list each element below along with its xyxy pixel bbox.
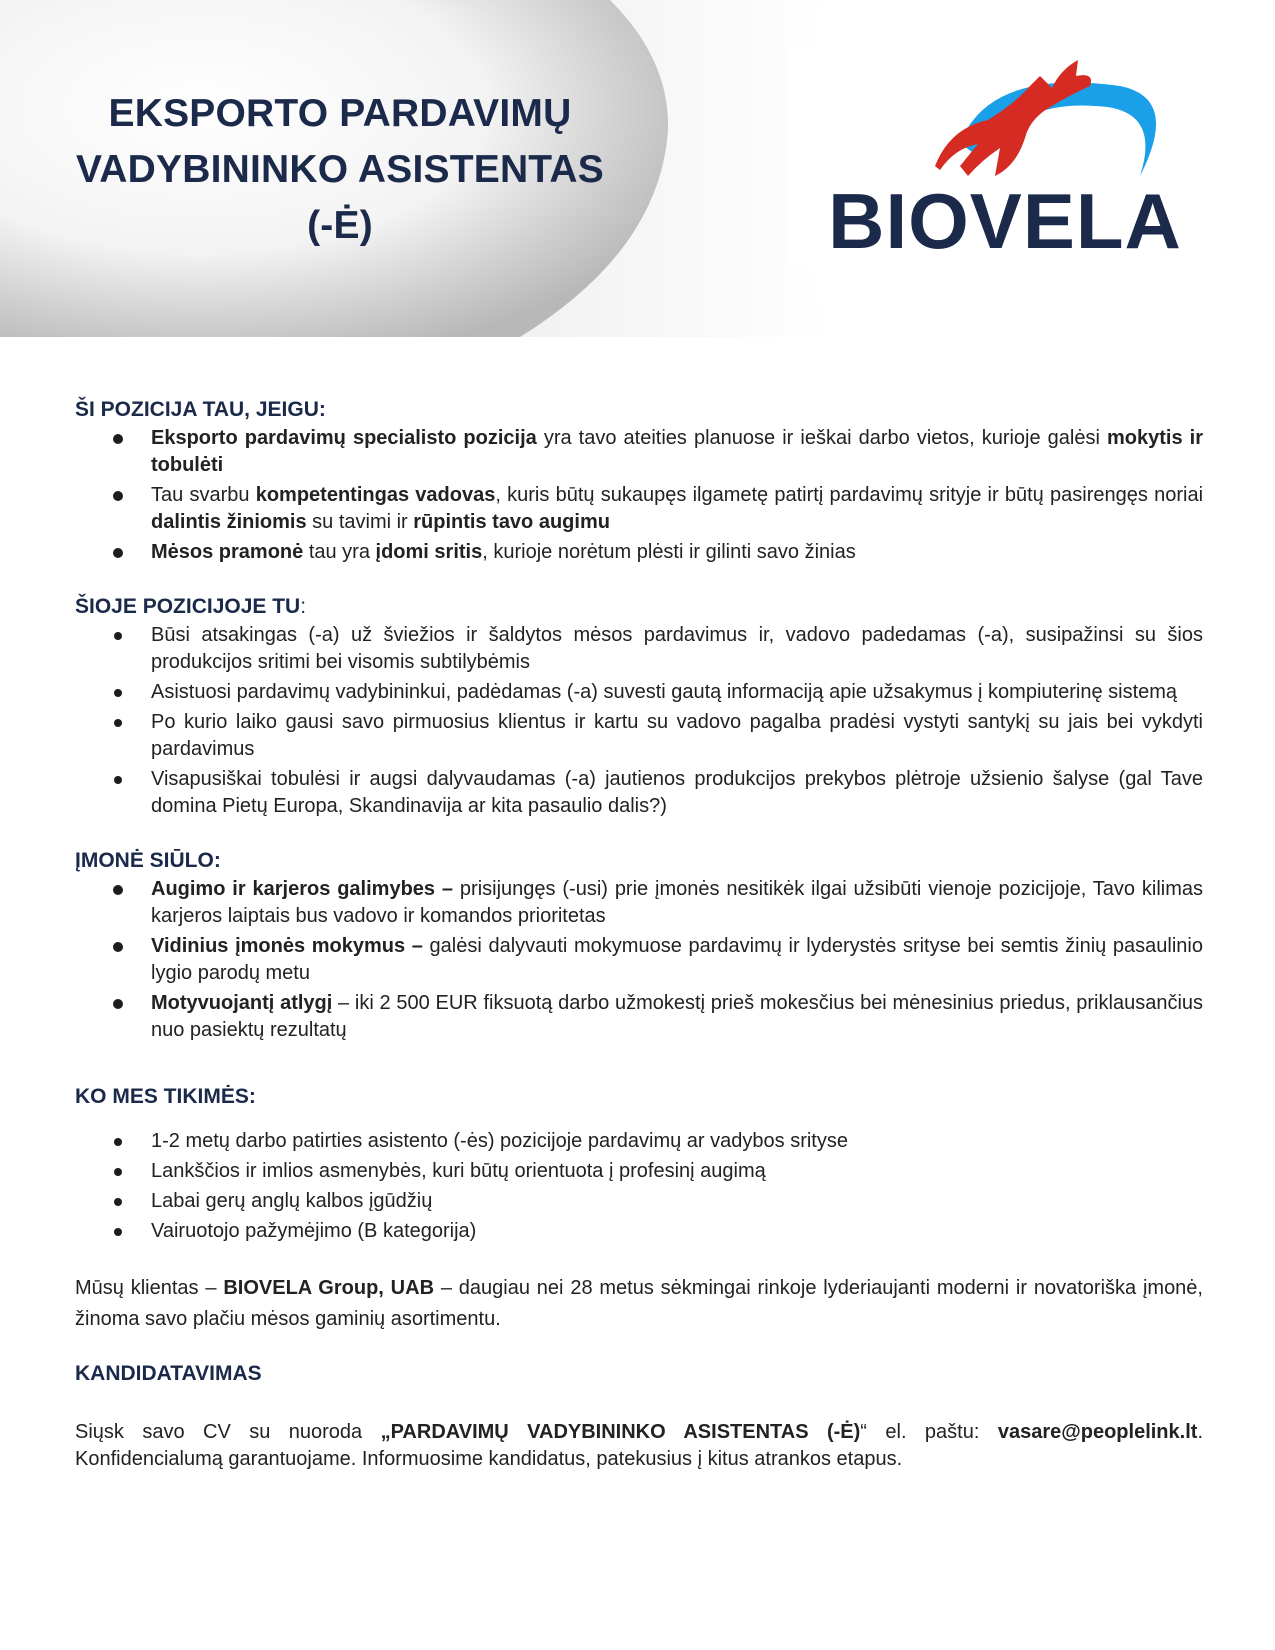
bullet-icon — [114, 1138, 122, 1146]
client-paragraph: Mūsų klientas – BIOVELA Group, UAB – daugiau nei 28 metus sėkmingai rinkoje lyderiaujanti moderni ir novatoriška įmonė, žinoma savo plačiu mėsos gaminių asortimentu. — [75, 1277, 1203, 1330]
bullet-icon — [114, 689, 122, 697]
section-heading-expectations: KO MES TIKIMĖS: — [75, 1085, 256, 1108]
apply-paragraph: Siųsk savo CV su nuoroda „PARDAVIMŲ VADYBININKO ASISTENTAS (-Ė)“ el. paštu: vasare@peoplelink.lt. Konfidencialumą garantuojame. Informuosime kandidatus, patekusius į kitus atrankos etapus. — [75, 1421, 1203, 1470]
page-title — [40, 86, 640, 254]
list-item: Po kurio laiko gausi savo pirmuosius klientus ir kartu su vadovo pagalba pradėsi vystyti santykį su jais bei vykdyti pardavimus — [75, 709, 1203, 763]
list-item: Labai gerų anglų kalbos įgūdžių — [75, 1188, 1203, 1215]
offer-list — [75, 876, 1203, 1044]
list-item: Tau svarbu kompetentingas vadovas, kuris būtų sukaupęs ilgametę patirtį pardavimų srityje ir būtų pasirengęs noriai dalintis žiniomis su tavimi ir rūpintis tavo augimu — [75, 482, 1203, 536]
section-heading-offer: ĮMONĖ SIŪLO: — [75, 849, 221, 872]
logo-wordmark: BIOVELA — [828, 177, 1182, 265]
bullet-icon — [113, 999, 123, 1009]
list-item: 1-2 metų darbo patirties asistento (-ės) pozicijoje pardavimų ar vadybos srityse — [75, 1128, 1203, 1155]
title-line-1: EKSPORTO PARDAVIMŲ — [108, 92, 572, 135]
title-line-2: VADYBININKO ASISTENTAS — [75, 148, 605, 191]
list-item: Mėsos pramonė tau yra įdomi sritis, kurioje norėtum plėsti ir gilinti savo žinias — [75, 539, 1203, 566]
bullet-icon — [113, 548, 123, 558]
biovela-logo — [790, 48, 1220, 268]
list-item: Asistuosi pardavimų vadybininkui, padėdamas (-a) suvesti gautą informaciją apie užsakymus į kompiuterinę sistemą — [75, 679, 1203, 706]
title-line-3: (-Ė) — [307, 204, 373, 247]
bullet-icon — [114, 719, 122, 727]
bullet-icon — [114, 1168, 122, 1176]
list-item: Eksporto pardavimų specialisto pozicija yra tavo ateities planuose ir ieškai darbo vietos, kurioje galėsi mokytis ir tobulėti — [75, 425, 1203, 479]
job-description — [75, 395, 1203, 1473]
duties-list — [75, 622, 1203, 820]
section-heading-duties: ŠIOJE POZICIJOJE TU: — [75, 595, 307, 618]
header-banner — [0, 0, 1275, 337]
expectations-list — [75, 1128, 1203, 1245]
bullet-icon — [114, 1228, 122, 1236]
bullet-icon — [114, 1198, 122, 1206]
list-item: Vidinius įmonės mokymus – galėsi dalyvauti mokymuose pardavimų ir lyderystės srityse bei semtis žinių pasaulinio lygio parodų metu — [75, 933, 1203, 987]
bullet-icon — [113, 885, 123, 895]
bullet-icon — [114, 776, 122, 784]
section-heading-apply: KANDIDATAVIMAS — [75, 1362, 262, 1385]
list-item: Visapusiškai tobulėsi ir augsi dalyvaudamas (-a) jautienos produkcijos prekybos plėtroje užsienio šalyse (gal Tave domina Pietų Europa, Skandinavija ar kita pasaulio dalis?) — [75, 766, 1203, 820]
email-link[interactable]: vasare@peoplelink.lt — [997, 1421, 1198, 1443]
list-item: Augimo ir karjeros galimybes – prisijungęs (-usi) prie įmonės nesitikėk ilgai užsibūti vienoje pozicijoje, Tavo kilimas karjeros laiptais bus vadovo ir komandos prioritetas — [75, 876, 1203, 930]
list-item: Motyvuojantį atlygį – iki 2 500 EUR fiksuotą darbo užmokestį prieš mokesčius bei mėnesinius priedus, priklausančius nuo pasiektų rezultatų — [75, 990, 1203, 1044]
list-item: Lankščios ir imlios asmenybės, kuri būtų orientuota į profesinį augimą — [75, 1158, 1203, 1185]
bullet-icon — [113, 434, 123, 444]
position-list — [75, 425, 1203, 566]
section-heading-position: ŠI POZICIJA TAU, JEIGU: — [75, 398, 326, 421]
bullet-icon — [113, 491, 123, 501]
list-item: Būsi atsakingas (-a) už šviežios ir šaldytos mėsos pardavimus ir, vadovo padedamas (-a), susipažinsi su šios produkcijos sritimi bei visomis subtilybėmis — [75, 622, 1203, 676]
bullet-icon — [113, 942, 123, 952]
bullet-icon — [114, 632, 122, 640]
list-item: Vairuotojo pažymėjimo (B kategorija) — [75, 1218, 1203, 1245]
